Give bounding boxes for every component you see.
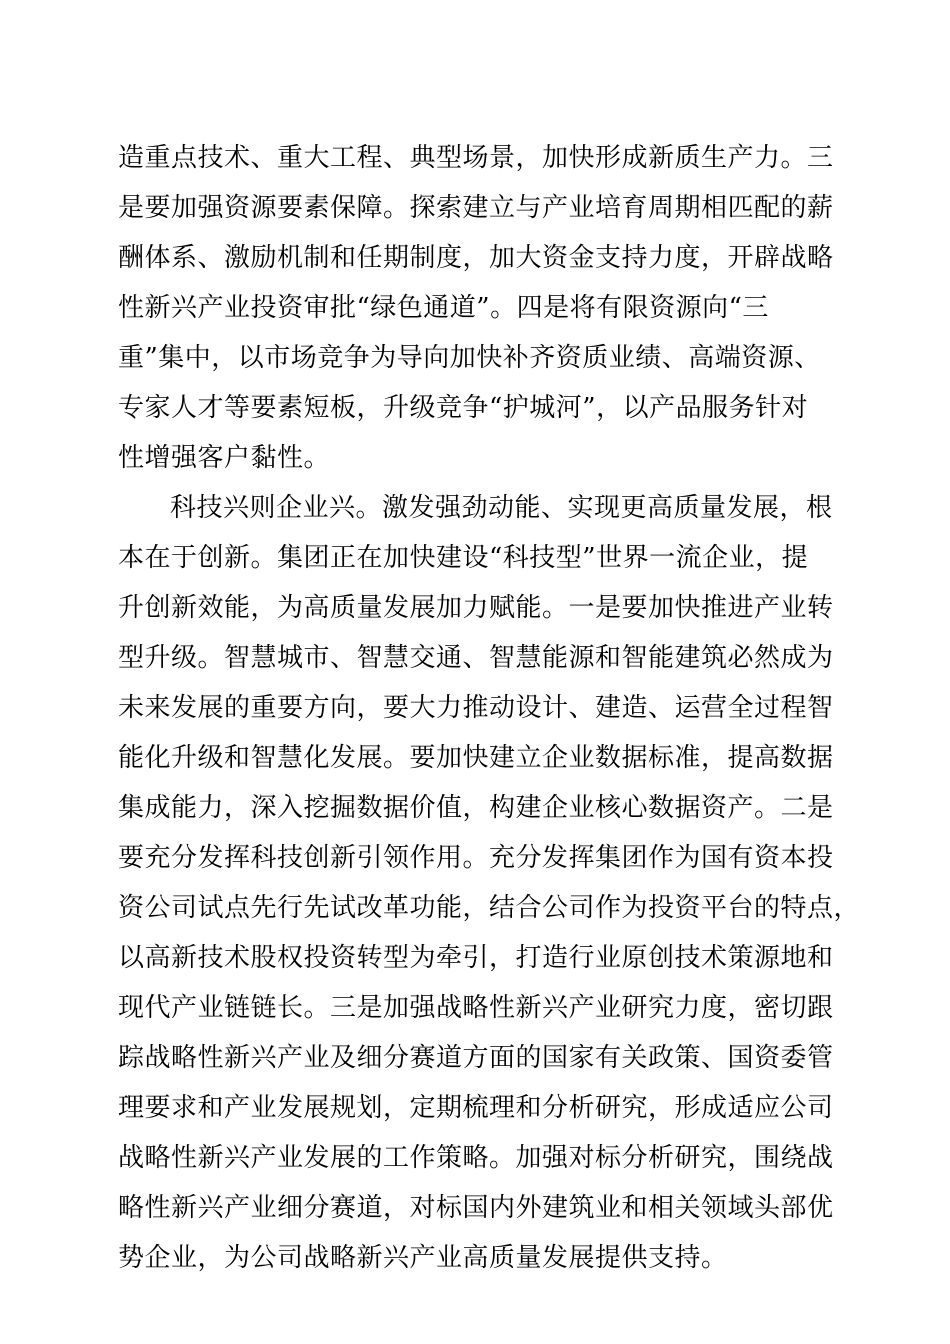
text-line: 踪战略性新兴产业及细分赛道方面的国家有关政策、国资委管 <box>118 1043 834 1073</box>
text-line: 造重点技术、重大工程、典型场景，加快形成新质生产力。三 <box>118 143 834 173</box>
text-line: 能化升级和智慧化发展。要加快建立企业数据标准，提高数据 <box>118 743 834 773</box>
text-line: 重”集中，以市场竞争为导向加快补齐资质业绩、高端资源、 <box>118 343 821 373</box>
text-line: 以高新技术股权投资转型为牵引，打造行业原创技术策源地和 <box>118 943 834 973</box>
text-line: 酬体系、激励机制和任期制度，加大资金支持力度，开辟战略 <box>118 243 834 273</box>
text-line: 是要加强资源要素保障。探索建立与产业培育周期相匹配的薪 <box>118 193 834 223</box>
text-line: 现代产业链链长。三是加强战略性新兴产业研究力度，密切跟 <box>118 993 834 1023</box>
text-line: 本在于创新。集团正在加快建设“科技型”世界一流企业，提 <box>118 543 809 573</box>
text-line: 升创新效能，为高质量发展加力赋能。一是要加快推进产业转 <box>118 593 834 623</box>
text-line: 理要求和产业发展规划，定期梳理和分析研究，形成适应公司 <box>118 1093 834 1123</box>
text-line: 性增强客户黏性。 <box>118 443 331 473</box>
text-line: 略性新兴产业细分赛道，对标国内外建筑业和相关领域头部优 <box>118 1193 834 1223</box>
text-line: 型升级。智慧城市、智慧交通、智慧能源和智能建筑必然成为 <box>118 643 834 673</box>
text-line: 战略性新兴产业发展的工作策略。加强对标分析研究，围绕战 <box>118 1143 834 1173</box>
paragraph-first-line: 科技兴则企业兴。激发强劲动能、实现更高质量发展，根 <box>170 493 833 523</box>
text-line: 未来发展的重要方向，要大力推动设计、建造、运营全过程智 <box>118 693 834 723</box>
text-line: 资公司试点先行先试改革功能，结合公司作为投资平台的特点， <box>118 893 861 923</box>
text-line: 要充分发挥科技创新引领作用。充分发挥集团作为国有资本投 <box>118 843 834 873</box>
text-line: 专家人才等要素短板，升级竞争“护城河”，以产品服务针对 <box>118 393 809 423</box>
text-line: 势企业，为公司战略新兴产业高质量发展提供支持。 <box>118 1243 728 1273</box>
text-line: 性新兴产业投资审批“绿色通道”。四是将有限资源向“三 <box>118 293 769 323</box>
text-line: 集成能力，深入挖掘数据价值，构建企业核心数据资产。二是 <box>118 793 834 823</box>
